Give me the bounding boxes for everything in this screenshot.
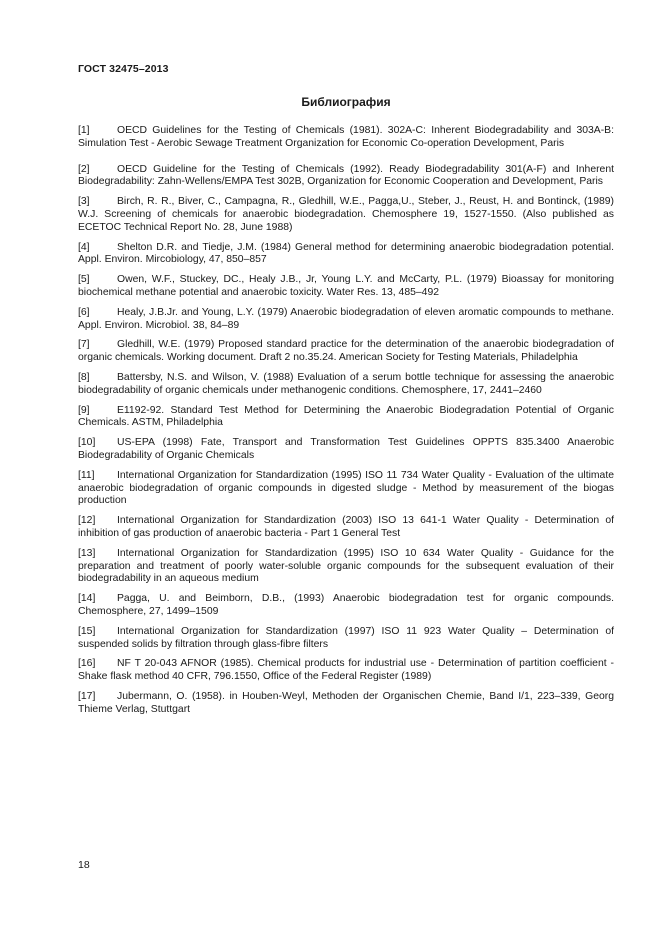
bibliography-entry bbox=[78, 470, 614, 508]
entry-number: [7] bbox=[78, 339, 90, 351]
entry-number: [5] bbox=[78, 274, 90, 286]
bibliography-entry bbox=[78, 548, 614, 586]
entry-text: NF T 20-043 AFNOR (1985). Chemical products for industrial use - Determination of partition coefficient - Shake flask method 40 CFR, 796.1550, Office of the Federal Register (1989) bbox=[78, 658, 614, 683]
entry-number: [17] bbox=[78, 690, 96, 702]
bibliography-entry bbox=[78, 307, 614, 333]
entry-text: E1192-92. Standard Test Method for Determining the Anaerobic Biodegradation Potential of Organic Chemicals. ASTM, Philadelphia bbox=[78, 404, 614, 429]
bibliography-list bbox=[78, 125, 614, 723]
bibliography-entry bbox=[78, 164, 614, 190]
entry-number: [15] bbox=[78, 625, 96, 637]
entry-text: International Organization for Standardization (2003) ISO 13 641-1 Water Quality - Determination of inhibition of gas production of anaerobic bacteria - Part 1 General Test bbox=[78, 515, 614, 539]
entry-text: US-EPA (1998) Fate, Transport and Transformation Test Guidelines OPPTS 835.3400 Anaerobic Biodegradability of Organic Chemicals bbox=[78, 437, 614, 461]
section-title: Библиография bbox=[301, 95, 391, 109]
entry-number: [13] bbox=[78, 547, 96, 559]
bibliography-entry bbox=[78, 339, 614, 365]
bibliography-entry bbox=[78, 405, 614, 431]
bibliography-entry bbox=[78, 658, 614, 684]
bibliography-entry bbox=[78, 372, 614, 398]
entry-text: Pagga, U. and Beimborn, D.B., (1993) Anaerobic biodegradation test for organic compounds. Chemosphere, 27, 1499–1509 bbox=[78, 593, 614, 617]
entry-number: [8] bbox=[78, 371, 90, 383]
bibliography-entry bbox=[78, 437, 614, 463]
entry-text: OECD Guideline for the Testing of Chemicals (1992). Ready Biodegradability 301(A-F) and Inherent Biodegradability: Zahn-Wellens/EMPA Test 302B, Organization for Economic Cooperation and Development, Paris bbox=[78, 163, 614, 188]
bibliography-entry bbox=[78, 626, 614, 652]
entry-text: OECD Guidelines for the Testing of Chemicals (1981). 302A-C: Inherent Biodegradability and 303A-B: Simulation Test - Aerobic Sewage Treatment Organization for Economic Co-operation Development, Paris bbox=[78, 125, 614, 149]
entry-number: [3] bbox=[78, 196, 90, 208]
bibliography-entry bbox=[78, 691, 614, 717]
page-number: 18 bbox=[78, 859, 90, 871]
entry-text: Battersby, N.S. and Wilson, V. (1988) Evaluation of a serum bottle technique for assessing the anaerobic biodegradability of organic chemicals under methanogenic conditions. Chemosphere, 17, 2441–2460 bbox=[78, 371, 614, 396]
entry-number: [10] bbox=[78, 437, 96, 449]
entry-text: Birch, R. R., Biver, C., Campagna, R., Gledhill, W.E., Pagga,U., Steber, J., Reust, H. and Bontinck, (1989) W.J. Screening of chemicals for anaerobic biodegradation. Chemosphere 19, 1527-1550. (Also published as ECETOC Technical Report No. 28, June 1988) bbox=[78, 196, 614, 233]
entry-number: [2] bbox=[78, 163, 90, 175]
entry-number: [11] bbox=[78, 469, 95, 481]
entry-number: [1] bbox=[78, 125, 90, 136]
bibliography-entry bbox=[78, 274, 614, 300]
entry-text: Shelton D.R. and Tiedje, J.M. (1984) General method for determining anaerobic biodegradation potential. Appl. Environ. Mircobiology, 47, 850–857 bbox=[78, 241, 614, 266]
entry-number: [16] bbox=[78, 658, 96, 670]
entry-number: [4] bbox=[78, 241, 90, 253]
entry-text: Jubermann, O. (1958). in Houben-Weyl, Methoden der Organischen Chemie, Band I/1, 223–339, Georg Thieme Verlag, Stuttgart bbox=[78, 690, 614, 715]
standard-code: ГОСТ 32475–2013 bbox=[78, 63, 169, 75]
bibliography-entry bbox=[78, 196, 614, 234]
entry-text: International Organization for Standardization (1997) ISO 11 923 Water Quality – Determination of suspended solids by filtration through glass-fibre filters bbox=[78, 625, 614, 650]
entry-text: Gledhill, W.E. (1979) Proposed standard practice for the determination of the anaerobic biodegradation of organic chemicals. Working document. Draft 2 no.35.24. American Society for Testing Materials, Philadelphia bbox=[78, 339, 614, 364]
bibliography-entry bbox=[78, 125, 614, 151]
entry-number: [12] bbox=[78, 515, 96, 527]
bibliography-entry bbox=[78, 515, 614, 541]
entry-text: International Organization for Standardization (1995) ISO 10 634 Water Quality - Guidance for the preparation and treatment of poorly water-soluble organic compounds for the subsequent evaluation of their biodegradability in an aqueous medium bbox=[78, 547, 614, 585]
entry-number: [14] bbox=[78, 593, 96, 605]
entry-text: Owen, W.F., Stuckey, DC., Healy J.B., Jr, Young L.Y. and McCarty, P.L. (1979) Bioassay for monitoring biochemical methane potential and anaerobic toxicity. Water Res. 13, 485–492 bbox=[78, 274, 614, 298]
bibliography-entry bbox=[78, 593, 614, 619]
entry-text: Healy, J.B.Jr. and Young, L.Y. (1979) Anaerobic biodegradation of eleven aromatic compounds to methane. Appl. Environ. Microbiol. 38, 84–89 bbox=[78, 306, 614, 331]
entry-text: International Organization for Standardization (1995) ISO 11 734 Water Quality - Evaluation of the ultimate anaerobic biodegradation of organic compounds in digested sludge - Method by measurement of the biogas production bbox=[78, 469, 614, 507]
entry-number: [9] bbox=[78, 404, 90, 416]
entry-number: [6] bbox=[78, 306, 90, 318]
bibliography-entry bbox=[78, 242, 614, 268]
